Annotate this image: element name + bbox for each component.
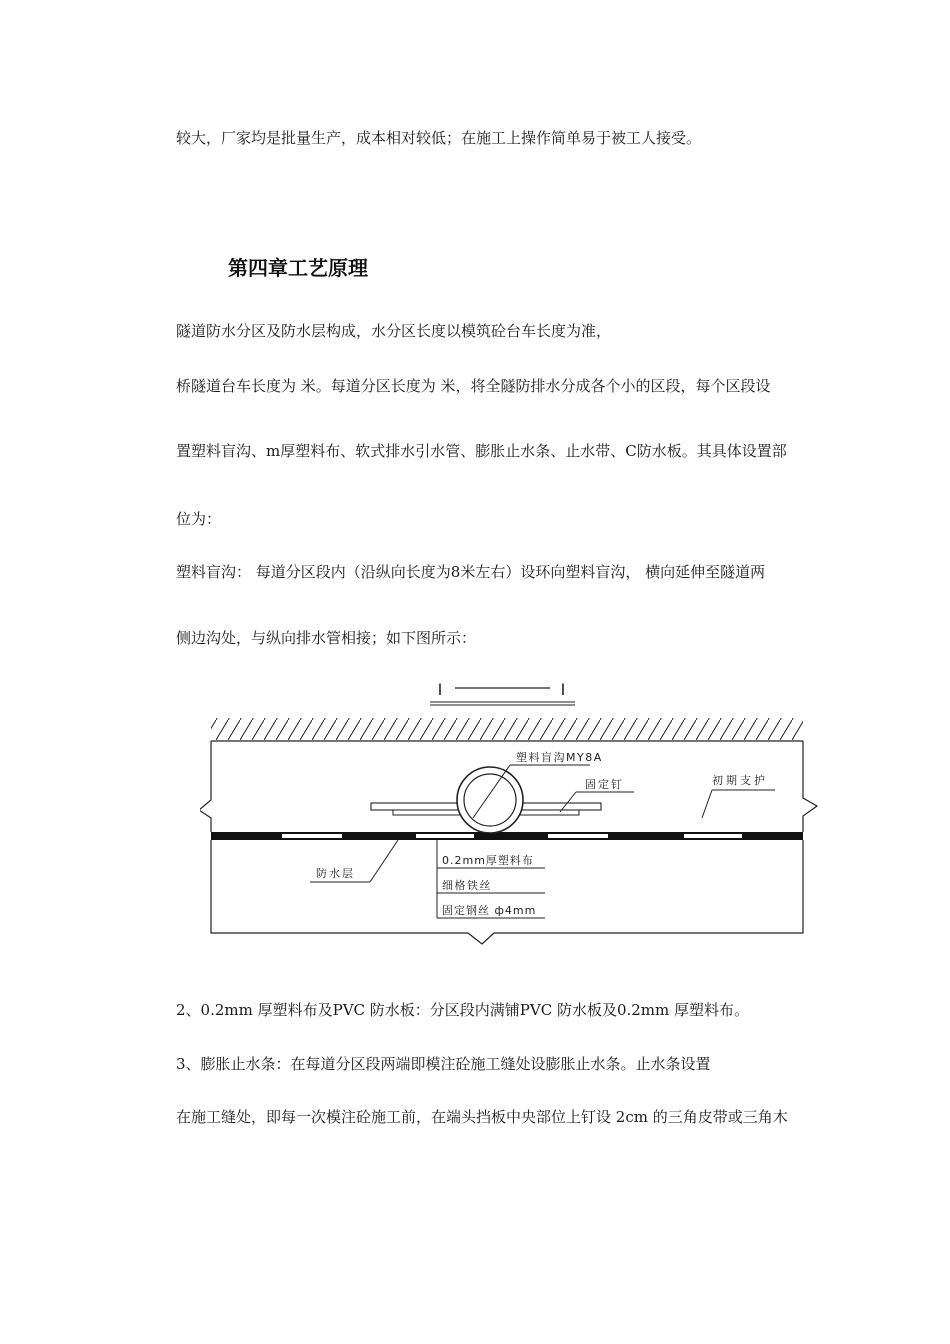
label-blind-ditch: 塑料盲沟MY8A (516, 751, 603, 764)
paragraph-line: 塑料盲沟： 每道分区段内（沿纵向长度为8米左右）设环向塑料盲沟， 横向延伸至隧道两 (176, 563, 766, 581)
blind-ditch-section-diagram (200, 672, 822, 954)
paragraph-line: 隧道防水分区及防水层构成，水分区长度以模筑砼台车长度为准， (176, 322, 612, 340)
left-break-top (200, 741, 211, 832)
label-fixing-steel-wire: 固定钢丝 ф4mm (442, 904, 537, 917)
waterproof-gap (416, 834, 474, 838)
waterproof-gap (548, 834, 608, 838)
leader-waterproof-layer (370, 840, 398, 882)
right-break-top (803, 741, 817, 832)
waterproof-gap (282, 834, 342, 838)
chapter-title: 第四章工艺原理 (228, 256, 368, 280)
rock-hatching (211, 718, 803, 740)
label-primary-support: 初期支护 (712, 774, 768, 787)
label-fixing-nail: 固定钉 (585, 778, 624, 791)
paragraph-intro-tail: 较大，厂家均是批量生产，成本相对较低；在施工上操作简单易于被工人接受。 (176, 129, 702, 147)
paragraph-line: 2、0.2mm 厚塑料布及PVC 防水板：分区段内满铺PVC 防水板及0.2mm 厚塑料布。 (176, 1001, 750, 1019)
paragraph-line: 侧边沟处，与纵向排水管相接；如下图所示： (176, 629, 477, 647)
waterproof-gap (684, 834, 742, 838)
label-plastic-cloth: 0.2mm厚塑料布 (442, 854, 534, 867)
paragraph-line: 在施工缝处，即每一次模注砼施工前，在端头挡板中央部位上钉设 2cm 的三角皮带或三角木 (176, 1108, 788, 1126)
paragraph-line: 置塑料盲沟、m厚塑料布、软式排水引水管、膨胀止水条、止水带、C防水板。其具体设置部 (176, 442, 787, 460)
label-waterproof-layer: 防水层 (316, 867, 355, 880)
leader-primary-support (702, 790, 712, 818)
blind-ditch-pipe-inner (464, 774, 516, 826)
paragraph-line: 3、膨胀止水条：在每道分区段两端即模注砼施工缝处设膨胀止水条。止水条设置 (176, 1055, 711, 1073)
section-label-left: I (437, 680, 443, 699)
paragraph-line: 桥隧道台车长度为 米。每道分区长度为 米，将全隧防排水分成各个小的区段，每个区段设 (176, 377, 771, 395)
section-label-right: I (560, 680, 566, 699)
paragraph-line: 位为： (176, 510, 222, 528)
label-fine-wire: 细格铁丝 (442, 879, 492, 892)
